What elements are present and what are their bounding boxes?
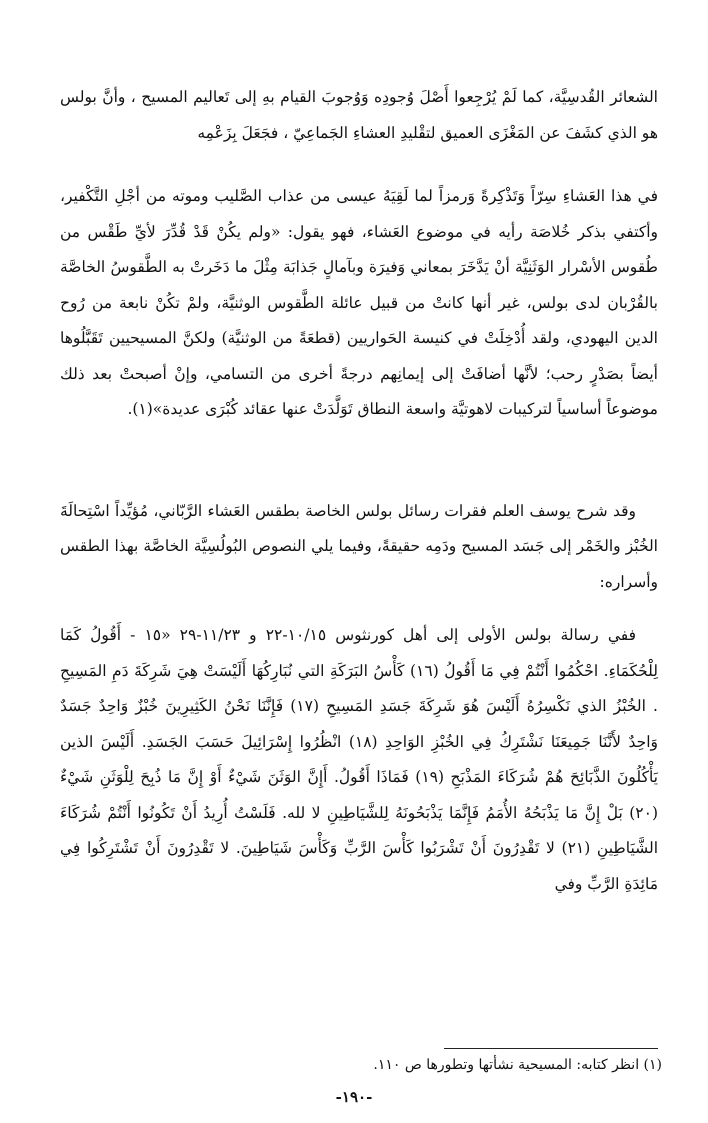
footnote-divider	[444, 1048, 658, 1049]
page-number: -١٩٠-	[335, 1088, 373, 1106]
footnote: (١) انظر كتابه: المسيحية نشأتها وتطورها ص ١١٠.	[373, 1057, 662, 1073]
paragraph-3: وقد شرح يوسف العلم فقرات رسائل بولس الخاصة بطقس العَشاء الرَّبّاني، مُؤيِّداً اسْتِحالَةَ الخُبْز والخَمْر إلى جَسَد المسيح ودَمِه حقيقةً، وفيما يلي النصوص البُولُسِيَّة الخاصَّة بهذا الطقس وأسراره:	[60, 501, 658, 591]
paragraph-2: في هذا العَشاءِ سِرّاً وَتَذْكِرةً وَرمزاً لما لَقِيَهُ عيسى من عذاب الصَّليب وموته من أجْلِ التَّكْفير، وأكتفي بذكر خُلاصَة رأيه في موضوع العَشاء، فهو يقول: «ولم يكُنْ قَدْ قُدِّرَ لأيِّ طَقْس من طُقوس الأسْرار الوَثَنِيَّة أنْ يَدَّخَرَ بمعاني وَفيرَة وبآمالٍ جَذابَة مِثْلَ ما دَخَرتْ به الطَّقوسُ الخاصَّة بالقُرْبان لدى بولس، غير أنها كانتْ من قبيل عائلة الطَّقوس الوثنيَّة، ولمْ تكُنْ نابعة من رُوح الدين اليهودي، ولقد أُدْخِلَتْ في كنيسة الحَواريين (قطعَةً من الوثنيَّة) ولكنَّ المسيحيين تَقَبَّلُوها أيضاً بصَدْرٍ رحب؛ لأنَّها أضافَتْ إلى إيمانِهم درجةً أخرى من التسامي، وإنْ أصبحتْ بعد ذلك موضوعاً أساسياً لتركيبات لاهوتيَّة واسعة النطاق تَوَلَّدَتْ عنها عقائد كُبْرَى عديدة»(١).	[60, 187, 658, 418]
paragraph-1: الشعائر القُدسِيَّة، كما لَمْ يُرْجِعوا أَصْلَ وُجودِه وَوُجوبَ القيام بهِ إلى تَعاليم المسيح ، وأنَّ بولس هو الذي كشَفَ عن المَغْزَى العميق لتقْليدِ العشاءِ الجَماعِيّ ، فجَعَلَ بِزَعْمِه	[60, 88, 658, 142]
page-body	[60, 80, 658, 902]
paragraph-4-quotation: ففي رسالة بولس الأولى إلى أهل كورنثوس ١٠/١٥-٢٢ و ١١/٢٣-٢٩ «١٥ - أَقُولُ كَمَا لِلْحُكَمَاءِ. احْكُمُوا أَنْتُمْ فِي مَا أَقُولُ (١٦) كَأْسُ البَرَكَةِ التي نُبَارِكُهَا أَلَيْسَتْ هِيَ شَرِكَةَ دَمِ المَسِيحِ . الخُبْزُ الذي نَكْسِرُهُ أَلَيْسَ هُوَ شَرِكَةَ جَسَدِ المَسِيحِ (١٧) فَإِنَّنَا نَحْنُ الكَثِيرِينَ خُبْزٌ وَاحِدٌ جَسَدٌ وَاحِدٌ لأَنَّنَا جَمِيعَنَا نَشْتَرِكُ فِي الخُبْزِ الوَاحِدِ (١٨) انْظُرُوا إِسْرَائِيلَ حَسَبَ الجَسَدِ. أَلَيْسَ الذين يَأْكُلُونَ الذَّبَائِحَ هُمْ شُرَكَاءَ المَذْبَحِ (١٩) فَمَاذَا أَقُولُ. أَإِنَّ الوَثَنَ شَيْءٌ أَوْ إِنَّ مَا ذُبِحَ لِلْوَثَنِ شَيْءٌ (٢٠) بَلْ إِنَّ مَا يَذْبَحُهُ الأُمَمُ فَإِنَّمَا يَذْبَحُونَهُ لِلشَّيَاطِينِ لا لله. فَلَسْتُ أُرِيدُ أَنْ تَكُونُوا أَنْتُمْ شُرَكَاءَ الشَّيَاطِينِ (٢١) لا تَقْدِرُونَ أَنْ تَشْرَبُوا كَأْسَ الرَّبِّ وَكَأْسَ شَيَاطِينَ. لا تَقْدِرُونَ أَنْ تَشْتَرِكُوا فِي مَائِدَةِ الرَّبِّ وفي	[60, 626, 658, 893]
